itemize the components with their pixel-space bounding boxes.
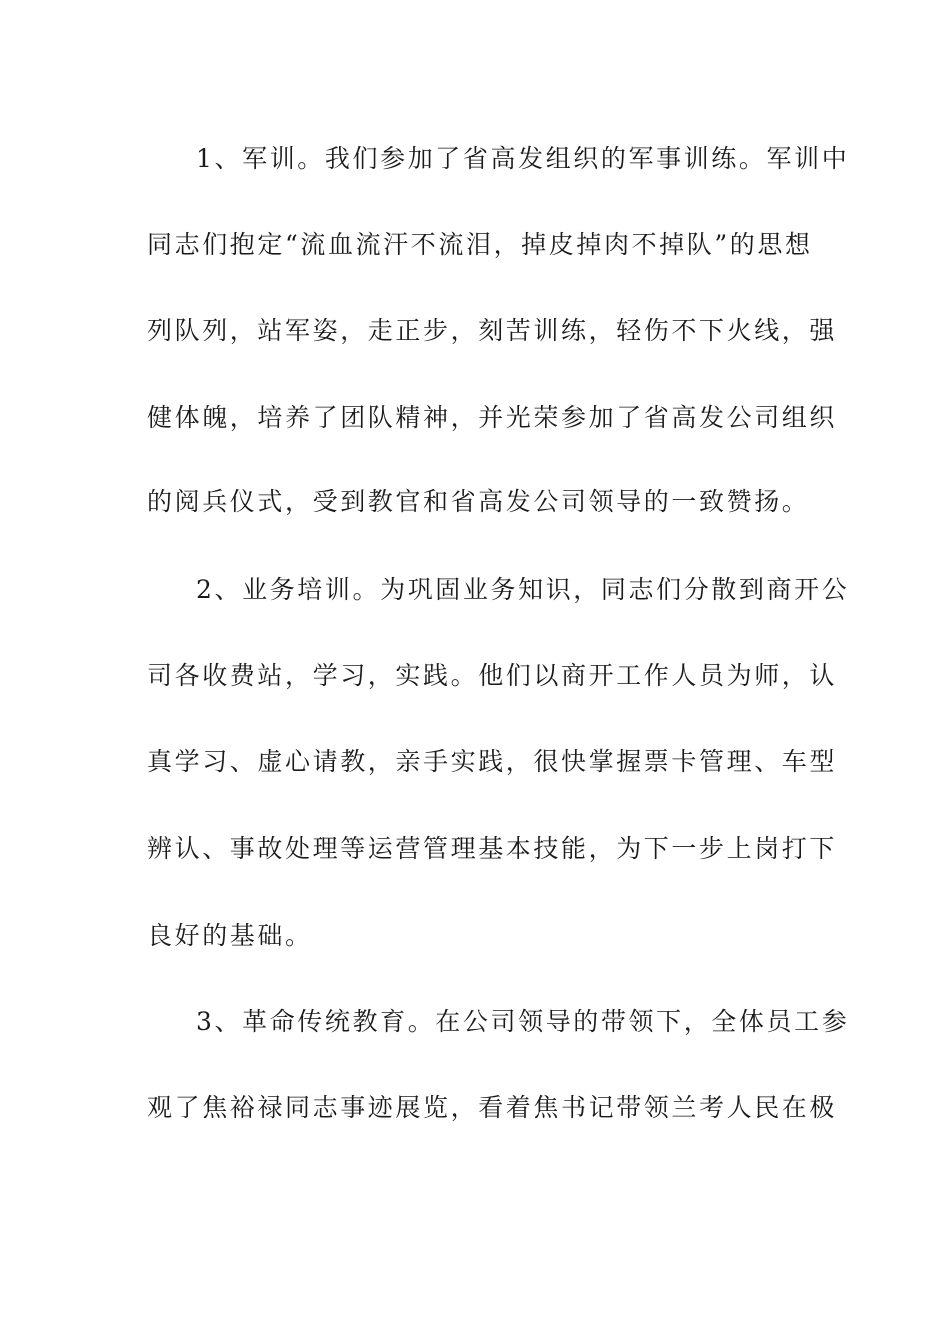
paragraph-1-line-3: 列队列，站军姿，走正步，刻苦训练，轻伤不下火线，强 bbox=[147, 316, 838, 345]
paragraph-1-line-2: 同志们抱定“流血流汗不流泪，掉皮掉肉不掉队”的思想 bbox=[147, 230, 813, 259]
paragraph-1-line-5: 的阅兵仪式，受到教官和省高发公司领导的一致赞扬。 bbox=[147, 487, 810, 516]
paragraph-2-line-3: 真学习、虚心请教，亲手实践，很快掌握票卡管理、车型 bbox=[147, 747, 838, 776]
paragraph-3-line-1: 3、革命传统教育。在公司领导的带领下，全体员工参 bbox=[196, 1007, 850, 1036]
paragraph-1-line-1: 1、军训。我们参加了省高发组织的军事训练。军训中 bbox=[196, 144, 850, 173]
paragraph-2-line-2: 司各收费站，学习，实践。他们以商开工作人员为师，认 bbox=[147, 661, 838, 690]
paragraph-1-line-4: 健体魄，培养了团队精神，并光荣参加了省高发公司组织 bbox=[147, 403, 838, 432]
paragraph-2-line-1: 2、业务培训。为巩固业务知识，同志们分散到商开公 bbox=[196, 575, 850, 604]
paragraph-2-line-4: 辨认、事故处理等运营管理基本技能，为下一步上岗打下 bbox=[147, 834, 838, 863]
paragraph-3-line-2: 观了焦裕禄同志事迹展览，看着焦书记带领兰考人民在极 bbox=[147, 1093, 838, 1122]
paragraph-2-line-5: 良好的基础。 bbox=[147, 921, 313, 950]
